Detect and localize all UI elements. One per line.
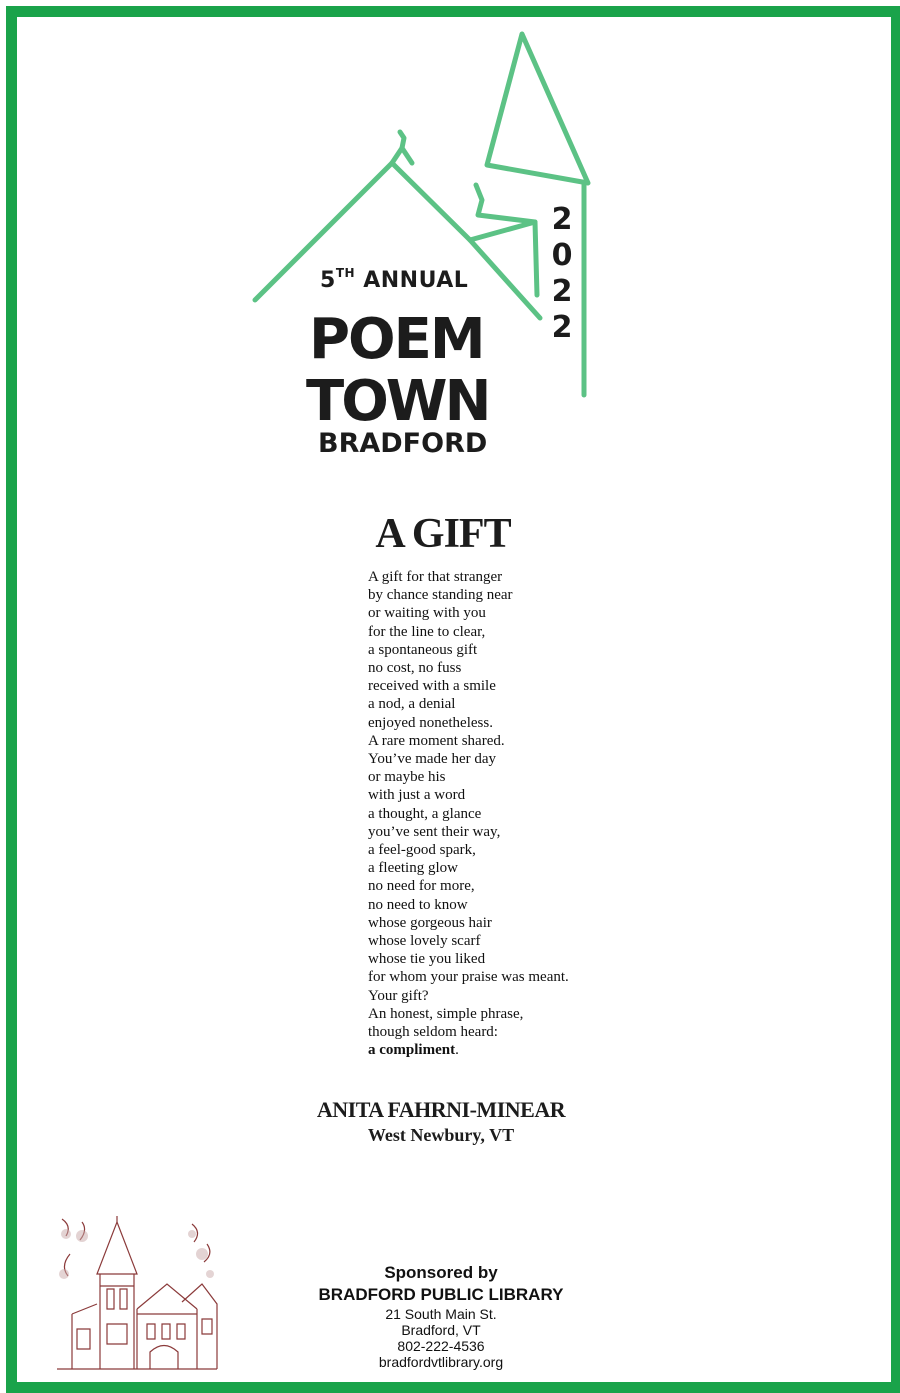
poem-line: A gift for that stranger xyxy=(368,569,503,585)
poem-line: by chance standing near xyxy=(368,587,513,604)
poem-line: or waiting with you xyxy=(368,605,486,622)
sponsor-address: 21 South Main St. xyxy=(385,1306,497,1322)
poem-last-line-end: . xyxy=(455,1042,459,1059)
logo-town-word: TOWN xyxy=(306,369,489,434)
poem-line: no need to know xyxy=(368,896,468,913)
poem-line: whose gorgeous hair xyxy=(368,914,492,931)
poem-line: for the line to clear, xyxy=(368,623,486,640)
sponsor-city: Bradford, VT xyxy=(401,1322,481,1338)
poem-line: with just a word xyxy=(368,787,466,804)
sponsor-phone: 802-222-4536 xyxy=(397,1338,485,1354)
poem-line: received with a smile xyxy=(368,678,496,695)
poem-line: A rare moment shared. xyxy=(368,732,505,749)
year-digit: 2 xyxy=(551,310,573,345)
year-digit: 2 xyxy=(551,202,573,237)
poem-line: you’ve sent their way, xyxy=(368,823,501,840)
author-name: ANITA FAHRNI-MINEAR xyxy=(316,1097,566,1122)
poem-line: no cost, no fuss xyxy=(368,660,462,677)
poem-last-line xyxy=(368,1041,569,1059)
logo-year xyxy=(547,202,577,346)
poem-line: Your gift? xyxy=(368,987,429,1004)
poem-line: a spontaneous gift xyxy=(368,641,478,658)
poem-line: whose lovely scarf xyxy=(368,933,481,950)
year-digit: 2 xyxy=(551,274,573,309)
sponsor-block xyxy=(300,1262,582,1370)
annual-label: 5TH ANNUAL xyxy=(320,266,469,293)
poem-line: though seldom heard: xyxy=(368,1024,498,1041)
library-sketch-image xyxy=(52,1214,220,1376)
year-digit: 0 xyxy=(551,238,573,273)
sponsor-website[interactable]: bradfordvtlibrary.org xyxy=(378,1354,504,1370)
sponsor-heading: Sponsored by xyxy=(384,1263,498,1282)
poem-line: or maybe his xyxy=(368,769,446,786)
poem-line: no need for more, xyxy=(368,878,475,895)
poem-line: for whom your praise was meant. xyxy=(368,969,569,986)
poem-line: You’ve made her day xyxy=(368,751,497,768)
sponsor-name: BRADFORD PUBLIC LIBRARY xyxy=(318,1285,564,1304)
poem-body xyxy=(368,568,569,1059)
poem-line: An honest, simple phrase, xyxy=(368,1005,524,1022)
poem-line: a nod, a denial xyxy=(368,696,456,713)
logo-bradford-word: BRADFORD xyxy=(318,428,488,459)
poem-line: a feel-good spark, xyxy=(368,842,476,859)
poem-line: a fleeting glow xyxy=(368,860,458,877)
poem-last-line-bold: a compliment xyxy=(368,1042,456,1059)
logo-poem-word: POEM xyxy=(309,307,484,372)
poem-title: A GIFT xyxy=(375,511,511,557)
poem-line: whose tie you liked xyxy=(368,951,486,968)
poem-line: a thought, a glance xyxy=(368,805,482,822)
author-location: West Newbury, VT xyxy=(367,1125,515,1145)
poem-line: enjoyed nonetheless. xyxy=(368,714,493,731)
